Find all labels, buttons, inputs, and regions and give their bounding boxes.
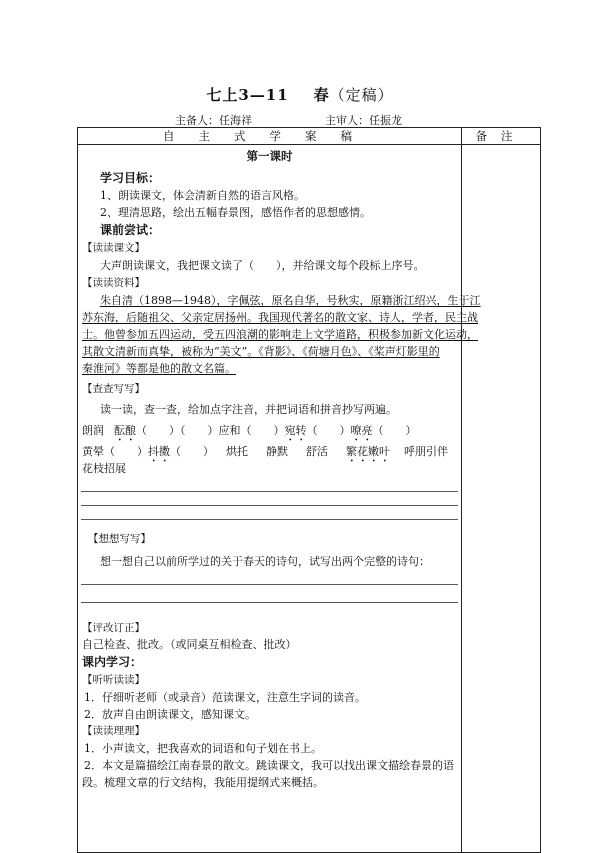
word: 黄晕 [82,445,104,458]
paren: （ ） [136,424,180,437]
main-content-cell [78,145,481,853]
word: 抖擞 [148,445,170,458]
word: 烘托 [226,445,248,458]
understand-item-2: 2．本文是篇描绘江南春景的散文。跳读课文，我可以找出课文描绘春景的语 [84,759,454,772]
page-title [0,84,600,105]
word: 静默 [266,445,288,458]
material-line-2: 苏东海，后随祖父、父亲定居扬州。我国现代著名的散文家、诗人，学者，民主战 [82,311,478,324]
words-row-3: 花枝招展 [82,462,126,475]
answer-line [81,584,458,585]
material-line-5: 秦淮河》等都是他的散文名篇。 [82,362,236,375]
word: 酝酿 [114,424,136,437]
main-column-header: 自主式学案稿 [78,128,462,145]
words-row-1 [82,422,417,444]
answer-line [81,505,458,506]
check-tag: 【查查写写】 [82,383,145,395]
goals-heading: 学习目标： [100,171,161,185]
paren: （ ） [240,424,285,437]
answer-line [81,491,458,492]
preparer: 主备人：任海祥 [175,114,252,127]
understand-tag: 【读读理理】 [82,725,145,737]
paren: （ ） [180,424,219,437]
review-text: 自己检查、批改。（或同桌互相检查、批改） [82,638,297,651]
session-title: 第一课时 [246,149,293,163]
material-line-3: 士。他曾参加五四运动，受五四浪潮的影响走上文学道路，积极参加新文化运动， [82,328,478,341]
word: 应和 [218,424,241,437]
paren: （ ） [104,445,148,458]
understand-item-1: 1．小声读文，把我喜欢的词语和句子划在书上。 [84,742,322,755]
word: 宛转 [284,424,307,437]
paren: （ ） [372,424,417,437]
listen-item-2: 2．放声自由朗读课文，感知课文。 [84,708,256,721]
answer-line [81,602,458,603]
draft-status: （定稿） [329,86,394,104]
read-text: 大声朗读课文，我把课文读了（ ），并给课文每个段标上序号。 [100,259,425,272]
think-tag: 【想想写写】 [88,533,151,545]
word: 呼朋引伴 [404,445,448,458]
check-intro: 读一读，查一查，给加点字注音，并把词语和拼音抄写两遍。 [100,403,397,416]
lesson-title: 春 [313,86,330,104]
understand-cont: 段。梳理文章的行文结构，我能用提纲式来概括。 [82,776,324,789]
answer-line [81,519,458,520]
word: 舒活 [306,445,328,458]
words-row-2 [82,443,448,465]
material-line-1: 朱自清（1898—1948），字佩弦，原名自华，号秋实，原籍浙江绍兴，生于江 [100,294,481,307]
goal-item-1: 1、朗读课文，体会清新自然的语言风格。 [100,189,305,202]
word: 朗润 [82,424,104,437]
word: 嘹亮 [350,424,373,437]
reviewer: 主审人：任振龙 [325,114,402,127]
notes-column-header: 备注 [462,128,541,145]
paren: （ ） [170,445,214,458]
listen-tag: 【听听读读】 [82,674,145,686]
notes-cell[interactable] [462,145,541,853]
listen-item-1: 1．仔细听老师（或录音）范读课文，注意生字词的读音。 [84,691,366,704]
worksheet-table [77,127,541,853]
think-text: 想一想自己以前所学过的关于春天的诗句，试写出两个完整的诗句： [100,555,430,568]
read-tag: 【读读课文】 [82,242,145,254]
pre-heading: 课前尝试： [100,223,161,237]
review-tag: 【评改订正】 [82,622,145,634]
word: 繁花嫩叶 [346,445,390,458]
inclass-heading: 课内学习： [82,655,143,669]
material-tag: 【读读资料】 [82,277,145,289]
material-line-4: 其散文清新而真挚，被称为“美文”。《背影》、《荷塘月色》、《桨声灯影里的 [82,345,440,358]
paren: （ ） [306,424,351,437]
course-code: 七上3—11 [206,86,289,104]
goal-item-2: 2、理清思路，绘出五幅春景图，感悟作者的思想感情。 [100,206,371,219]
